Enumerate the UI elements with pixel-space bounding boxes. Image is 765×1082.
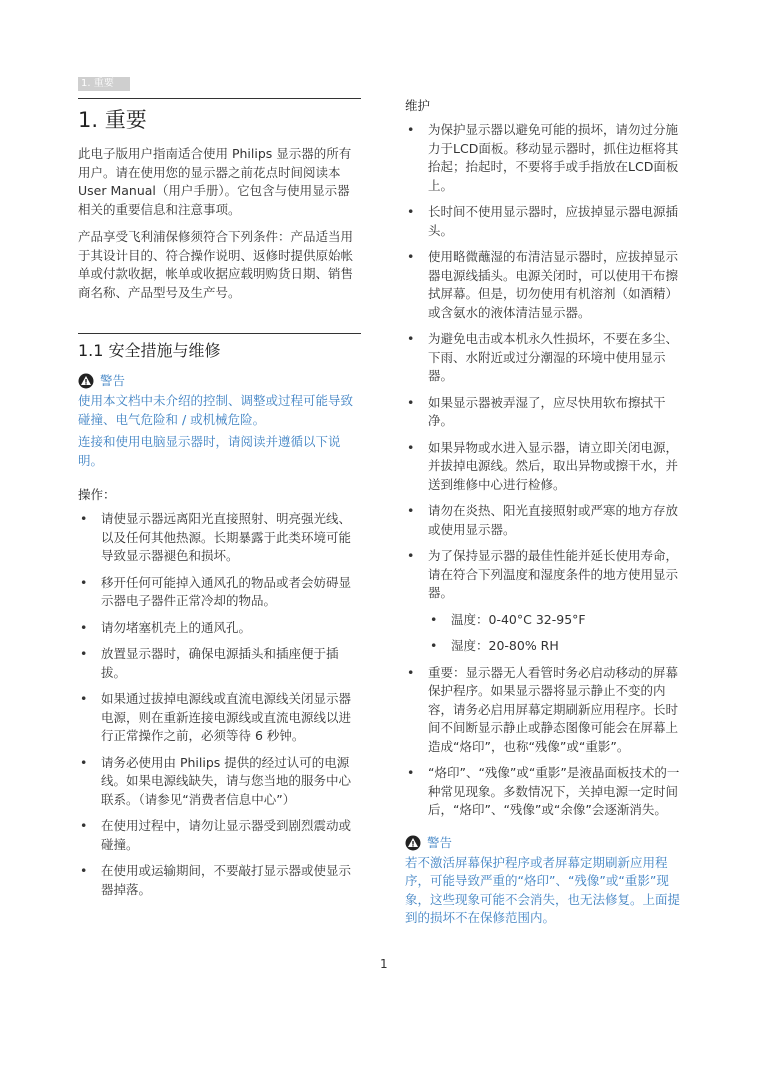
warning-heading xyxy=(405,834,689,852)
list-item: • 移开任何可能掉入通风孔的物品或者会妨碍显示器电子器件正常冷却的物品。 xyxy=(78,574,361,611)
warning-label: 警告 xyxy=(427,834,453,850)
list-item: • 如果异物或水进入显示器，请立即关闭电源，并拔掉电源线。然后，取出异物或擦干水，并送到维修中心进行检修。 xyxy=(405,439,689,495)
list-item: • 请勿在炎热、阳光直接照射或严寒的地方存放或使用显示器。 xyxy=(405,502,689,539)
list-item: • “烙印”、“残像”或“重影”是液晶面板技术的一种常见现象。多数情况下，关掉电源一定时间后，“烙印”、“残像”或“余像”会逐渐消失。 xyxy=(405,764,689,820)
warning-text: 若不激活屏幕保护程序或者屏幕定期刷新应用程序，可能导致严重的“烙印”、“残像”或“重影”现象，这些现象可能不会消失，也无法修复。上面提到的损坏不在保修范围内。 xyxy=(405,854,681,925)
list-item: • 请务必使用由 Philips 提供的经过认可的电源线。如果电源线缺失，请与您当地的服务中心联系。（请参见“消费者信息中心”） xyxy=(78,754,361,810)
operation-heading: 操作： xyxy=(78,487,116,502)
list-item: • 为了保持显示器的最佳性能并延长使用寿命，请在符合下列温度和湿度条件的地方使用显示器。 xyxy=(405,547,689,603)
intro-paragraph: 产品享受飞利浦保修须符合下列条件：产品适当用于其设计目的、符合操作说明、返修时提供原始帐单或付款收据，帐单或收据应载明购货日期、销售商名称、产品型号及生产号。 xyxy=(78,229,354,300)
warning-heading xyxy=(78,372,361,390)
more-list xyxy=(405,664,689,820)
list-item: • 长时间不使用显示器时，应拔掉显示器电源插头。 xyxy=(405,203,689,240)
page-number: 1 xyxy=(380,957,388,971)
list-item: • 请使显示器远离阳光直接照射、明亮强光线、以及任何其他热源。长期暴露于此类环境可能导致显示器褪色和损坏。 xyxy=(78,510,361,566)
right-column xyxy=(405,97,689,932)
section-rule xyxy=(78,333,361,334)
page-title: 1. 重要 xyxy=(78,108,147,132)
condition-item: • 温度：0-40°C 32-95°F xyxy=(428,611,689,630)
warning-text: 使用本文档中未介绍的控制、调整或过程可能导致碰撞、电气危险和 / 或机械危险。 xyxy=(78,393,354,427)
warning-label: 警告 xyxy=(100,373,126,388)
list-item: • 如果显示器被弄湿了，应尽快用软布擦拭干净。 xyxy=(405,394,689,431)
warning-text: 连接和使用电脑显示器时，请阅读并遵循以下说明。 xyxy=(78,434,341,468)
list-item: • 重要：显示器无人看管时务必启动移动的屏幕保护程序。如果显示器将显示静止不变的内容，请务必启用屏幕定期刷新应用程序。长时间不间断显示静止或静态图像可能会在屏幕上造成“烙印”，也称“残像”或“重影”。 xyxy=(405,664,689,757)
list-item: • 放置显示器时，确保电源插头和插座便于插拔。 xyxy=(78,645,361,682)
title-rule xyxy=(78,98,361,99)
list-item: • 为避免电击或本机永久性损坏，不要在多尘、下雨、水附近或过分潮湿的环境中使用显示器。 xyxy=(405,330,689,386)
list-item: • 在使用或运输期间，不要敲打显示器或使显示器掉落。 xyxy=(78,862,361,899)
maintenance-list xyxy=(405,121,689,603)
list-item: • 请勿堵塞机壳上的通风孔。 xyxy=(78,619,361,638)
list-item: • 为保护显示器以避免可能的损坏，请勿过分施力于LCD面板。移动显示器时，抓住边框将其抬起；抬起时，不要将手或手指放在LCD面板上。 xyxy=(405,121,689,195)
section-tab: 1. 重要 xyxy=(78,77,130,91)
list-item: • 使用略微蘸湿的布清洁显示器时，应拔掉显示器电源线插头。电源关闭时，可以使用干布擦拭屏幕。但是，切勿使用有机溶剂（如酒精）或含氨水的液体清洁显示器。 xyxy=(405,248,689,322)
warning-icon xyxy=(405,835,421,851)
operation-list xyxy=(78,510,361,899)
intro-paragraph: 此电子版用户指南适合使用 Philips 显示器的所有用户。请在使用您的显示器之前花点时间阅读本 User Manual（用户手册）。它包含与使用显示器相关的重要信息和注意事项。 xyxy=(78,146,352,217)
list-item: • 在使用过程中，请勿让显示器受到剧烈震动或碰撞。 xyxy=(78,817,361,854)
condition-item: • 湿度：20-80% RH xyxy=(428,637,689,656)
conditions-list xyxy=(405,611,689,656)
maintenance-heading: 维护 xyxy=(405,98,431,113)
section-title: 1.1 安全措施与维修 xyxy=(78,341,221,360)
left-column xyxy=(78,98,361,907)
warning-icon xyxy=(78,373,94,389)
list-item: • 如果通过拔掉电源线或直流电源线关闭显示器电源，则在重新连接电源线或直流电源线以进行正常操作之前，必须等待 6 秒钟。 xyxy=(78,690,361,746)
